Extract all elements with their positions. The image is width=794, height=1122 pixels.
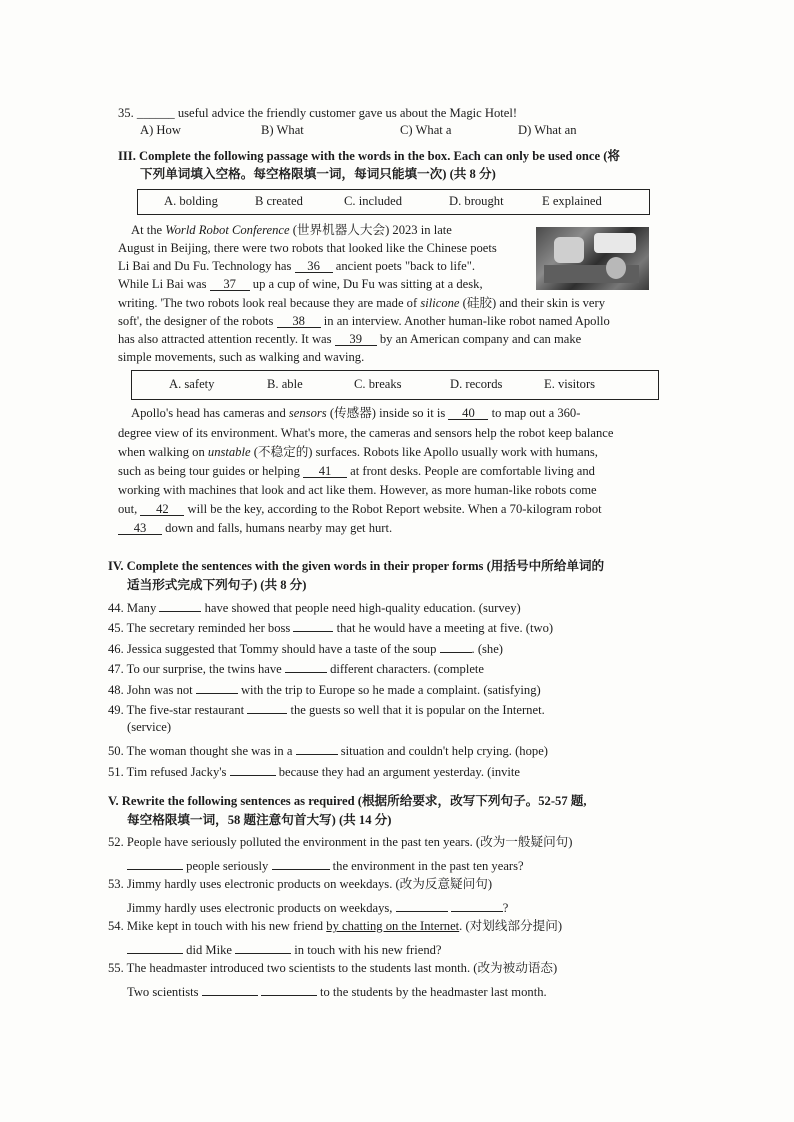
word-option: E explained [542, 194, 602, 208]
word-option: C. included [344, 194, 403, 208]
passage-line: has also attracted attention recently. It was 39 by an American company and can make [118, 332, 582, 346]
blank-42[interactable]: 42 [140, 501, 184, 516]
answer-blank[interactable] [285, 658, 327, 673]
answer-blank[interactable] [451, 897, 503, 912]
blank-43[interactable]: 43 [118, 520, 162, 535]
question-53-answer: Jimmy hardly uses electronic products on weekdays, ? [127, 897, 508, 916]
question-54-answer: did Mike in touch with his new friend? [127, 939, 442, 958]
word-option: B. able [267, 377, 303, 391]
question-35-stem: 35. ______ useful advice the friendly customer gave us about the Magic Hotel! [118, 106, 518, 120]
answer-blank[interactable] [261, 981, 317, 996]
answer-blank[interactable] [272, 855, 330, 870]
section-4-title: IV. Complete the sentences with the given words in their proper forms (用括号中所给单词的 [108, 559, 605, 573]
passage-line: soft', the designer of the robots 38 in an interview. Another human-like robot named Apollo [118, 314, 610, 328]
question-51: 51. Tim refused Jacky's because they had an argument yesterday. (invite [108, 761, 520, 780]
word-option: A. safety [169, 377, 215, 391]
answer-blank[interactable] [159, 597, 201, 612]
answer-blank[interactable] [196, 679, 238, 694]
answer-blank[interactable] [235, 939, 291, 954]
answer-blank[interactable] [127, 855, 183, 870]
word-option: E. visitors [544, 377, 596, 391]
passage-line: At the World Robot Conference (世界机器人大会) 2023 in late [131, 223, 452, 237]
question-55-answer: Two scientists to the students by the headmaster last month. [127, 981, 547, 1000]
answer-blank[interactable] [396, 897, 448, 912]
section-4-title-cont: 适当形式完成下列句子) (共 8 分) [127, 578, 307, 592]
answer-blank[interactable] [440, 638, 472, 653]
answer-blank[interactable] [202, 981, 258, 996]
option-a: A) How [140, 123, 181, 137]
passage-line: Apollo's head has cameras and sensors (传感器) inside so it is 40 to map out a 360- [131, 406, 581, 420]
robot-photo [536, 227, 649, 290]
question-53: 53. Jimmy hardly uses electronic products on weekdays. (改为反意疑问句) [108, 877, 493, 891]
passage-line: August in Beijing, there were two robots that looked like the Chinese poets [118, 241, 497, 255]
question-48: 48. John was not with the trip to Europe so he made a complaint. (satisfying) [108, 679, 541, 698]
section-3-title-cont: 下列单词填入空格。每空格限填一词，每词只能填一次) (共 8 分) [140, 167, 496, 181]
question-44: 44. Many have showed that people need high-quality education. (survey) [108, 597, 521, 616]
blank-36[interactable]: 36 [295, 258, 333, 273]
passage-line: such as being tour guides or helping 41 at front desks. People are comfortable living and [118, 464, 595, 478]
passage-line: writing. 'The two robots look real because they are made of silicone (硅胶) and their skin is very [118, 296, 605, 310]
question-50: 50. The woman thought she was in a situation and couldn't help crying. (hope) [108, 740, 548, 759]
word-option: C. breaks [354, 377, 402, 391]
section-5-title: V. Rewrite the following sentences as required (根据所给要求，改写下列句子。52-57 题, [108, 794, 587, 808]
question-54: 54. Mike kept in touch with his new friend by chatting on the Internet. (对划线部分提问) [108, 919, 563, 933]
blank-41[interactable]: 41 [303, 463, 347, 478]
passage-line: While Li Bai was 37 up a cup of wine, Du Fu was sitting at a desk, [118, 277, 483, 291]
blank-38[interactable]: 38 [277, 313, 321, 328]
passage-line: working with machines that look and act like them. However, as more human-like robots come [118, 483, 597, 497]
word-option: D. records [450, 377, 503, 391]
answer-blank[interactable] [293, 617, 333, 632]
section-5-title-cont: 每空格限填一词，58 题注意句首大写) (共 14 分) [127, 813, 392, 827]
section-3-title: III. Complete the following passage with the words in the box. Each can only be used once (将 [118, 149, 621, 163]
blank-40[interactable]: 40 [448, 405, 488, 420]
word-box-2 [131, 370, 659, 400]
question-47: 47. To our surprise, the twins have different characters. (complete [108, 658, 484, 677]
answer-blank[interactable] [230, 761, 276, 776]
passage-line: degree view of its environment. What's more, the cameras and sensors help the robot keep balance [118, 426, 614, 440]
word-option: B created [255, 194, 303, 208]
question-49-cont: (service) [127, 720, 172, 734]
word-option: A. bolding [164, 194, 218, 208]
option-b: B) What [261, 123, 304, 137]
answer-blank[interactable] [247, 699, 287, 714]
answer-blank[interactable] [296, 740, 338, 755]
question-49: 49. The five-star restaurant the guests so well that it is popular on the Internet. [108, 699, 545, 718]
option-c: C) What a [400, 123, 452, 137]
question-46: 46. Jessica suggested that Tommy should have a taste of the soup . (she) [108, 638, 503, 657]
passage-line: Li Bai and Du Fu. Technology has 36 ancient poets "back to life". [118, 259, 476, 273]
question-52-answer: people seriously the environment in the past ten years? [127, 855, 524, 874]
question-52: 52. People have seriously polluted the environment in the past ten years. (改为一般疑问句) [108, 835, 573, 849]
passage-line: out, 42 will be the key, according to the Robot Report website. When a 70-kilogram robot [118, 502, 602, 516]
question-45: 45. The secretary reminded her boss that he would have a meeting at five. (two) [108, 617, 553, 636]
option-d: D) What an [518, 123, 577, 137]
passage-line: when walking on unstable (不稳定的) surfaces. Robots like Apollo usually work with humans, [118, 445, 598, 459]
answer-blank[interactable] [127, 939, 183, 954]
question-55: 55. The headmaster introduced two scientists to the students last month. (改为被动语态) [108, 961, 558, 975]
blank-39[interactable]: 39 [335, 331, 377, 346]
blank-37[interactable]: 37 [210, 276, 250, 291]
word-box-1 [137, 189, 650, 215]
word-option: D. brought [449, 194, 504, 208]
passage-line: simple movements, such as walking and waving. [118, 350, 365, 364]
passage-line: 43 down and falls, humans nearby may get hurt. [118, 520, 392, 536]
underlined-part: by chatting on the Internet [326, 919, 460, 933]
